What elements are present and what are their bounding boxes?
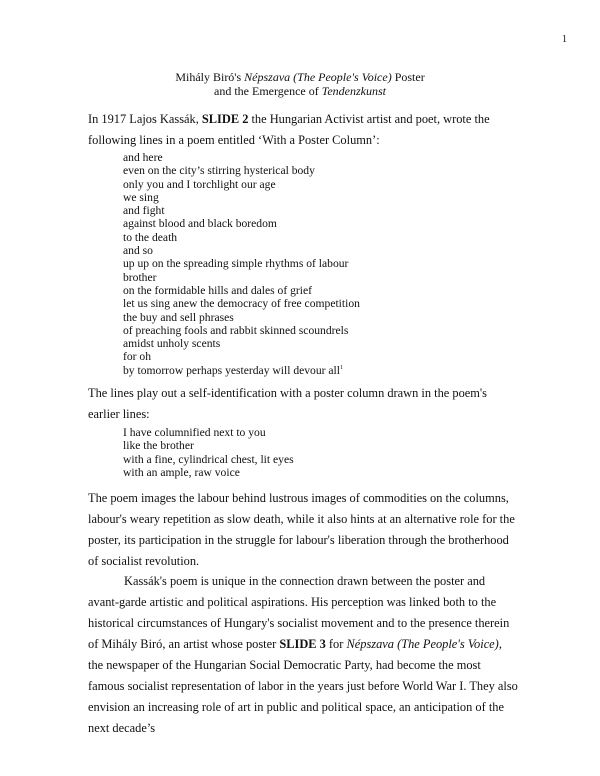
poem-line: against blood and black boredom	[123, 217, 277, 231]
paragraph-3: The poem images the labour behind lustrous images of commodities on the columns, labour's weary repetition as slow death, while it also hints at an alternative role for the poster, its participation in the struggle for labour's liberation through the brotherhood of socialist revolution.	[88, 491, 515, 568]
poem-line: to the death	[123, 230, 178, 244]
slide-3-label: SLIDE 3	[279, 637, 326, 651]
poem-line: let us sing anew the democracy of free competition	[123, 297, 360, 311]
para1-text-a: In 1917 Lajos Kassák,	[88, 112, 202, 126]
title-suffix: Poster	[391, 70, 425, 84]
poem-line: up up on the spreading simple rhythms of labour	[123, 257, 349, 271]
page-number: 1	[562, 34, 567, 45]
footnote-marker[interactable]: 1	[340, 364, 344, 371]
poem-line-text: by tomorrow perhaps yesterday will devour all	[123, 363, 341, 377]
paragraph-1	[88, 109, 518, 151]
title-italic: Népszava (The People's Voice)	[244, 70, 392, 84]
para1-text-b: the Hungarian Activist artist and poet, wrote the following lines in a poem entitled ‘With a Poster Column’:	[88, 112, 490, 147]
poem-line: we sing	[123, 190, 159, 204]
poem-line: brother	[123, 270, 157, 284]
poem-line: like the brother	[123, 439, 194, 453]
poem-line: amidst unholy scents	[123, 337, 221, 351]
poem-excerpt-1	[123, 151, 360, 377]
document-title	[0, 70, 600, 98]
paragraph-4	[88, 571, 518, 739]
slide-2-label: SLIDE 2	[201, 112, 249, 126]
para4-text-a: Kassák's poem is unique in the connection drawn between the poster and avant-garde artistic and political aspirations. His perception was linked both to the historical circumstances of Hungary's socialist movement and to the presence therein of Mihály Biró, an artist whose poster	[88, 574, 510, 651]
poem-line: with an ample, raw voice	[123, 465, 240, 479]
poem-line: only you and I torchlight our age	[123, 177, 276, 191]
title-line2-italic: Tendenzkunst	[321, 84, 386, 98]
poem-line: on the formidable hills and dales of grief	[123, 283, 312, 297]
title-line2-prefix: and the Emergence of	[214, 84, 322, 98]
poem-line: for oh	[123, 350, 152, 364]
title-line-2	[0, 84, 600, 98]
newspaper-title: Népszava (The People's Voice),	[346, 637, 502, 651]
poem-line: the buy and sell phrases	[123, 310, 234, 324]
poem-line-last	[123, 364, 360, 377]
para4-text-b: for	[325, 637, 347, 651]
poem-line: and here	[123, 151, 163, 164]
poem-line: even on the city’s stirring hysterical body	[123, 164, 315, 178]
poem-excerpt-2	[123, 426, 294, 479]
poem-line: of preaching fools and rabbit skinned scoundrels	[123, 323, 349, 337]
para4-text-c: the newspaper of the Hungarian Social Democratic Party, had become the most famous socialist representation of labor in the years just before World War I. They also envision an increasing role of art in public and political space, an anticipation of the next decade’s	[88, 658, 518, 735]
poem-line: and so	[123, 244, 153, 258]
title-line-1	[0, 70, 600, 84]
poem-line: and fight	[123, 204, 165, 218]
title-prefix: Mihály Biró's	[175, 70, 245, 84]
paragraph-2: The lines play out a self-identification with a poster column drawn in the poem's earlier lines:	[88, 386, 487, 421]
poem-line: with a fine, cylindrical chest, lit eyes	[123, 452, 294, 466]
poem-line: I have columnified next to you	[123, 426, 266, 439]
